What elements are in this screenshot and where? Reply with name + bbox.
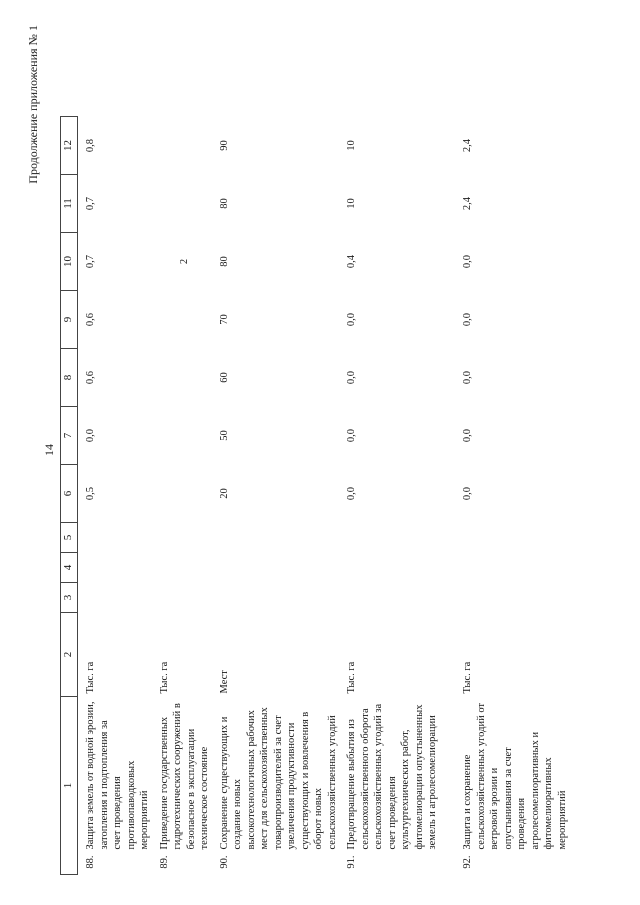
column-header: 11 [61, 175, 78, 233]
row-value: 50 [218, 430, 230, 441]
row-value [455, 553, 581, 583]
row-number: 92. [462, 855, 473, 869]
row-value [152, 553, 212, 583]
row-value: 0,5 [85, 486, 96, 501]
row-number: 90. [218, 855, 230, 869]
indicators-table [60, 59, 581, 876]
row-number: 91. [346, 855, 357, 869]
row-value [339, 553, 455, 583]
column-header: 1 [61, 697, 78, 875]
row-name: Защита и сохранение сельскохозяйственных угодий от ветровой эрозии и опустынивания за счет проведения агролесомелиоративных и фитомелиоративных мероприятий [462, 702, 568, 850]
row-value [152, 117, 212, 175]
row-value [152, 291, 212, 349]
row-value [455, 523, 581, 553]
row-value: 2,4 [462, 196, 473, 211]
row-value: 20 [218, 488, 230, 499]
row-value [152, 523, 212, 553]
column-header: 7 [61, 407, 78, 465]
column-header: 10 [61, 233, 78, 291]
row-value [339, 523, 455, 553]
row-value: 0,7 [85, 196, 96, 211]
column-header: 8 [61, 349, 78, 407]
row-value: 80 [218, 198, 230, 209]
row-extra-value: 2 [178, 258, 190, 265]
row-value: 0,4 [346, 254, 357, 269]
column-header: 5 [61, 523, 78, 553]
row-value: 10 [346, 198, 357, 209]
table-row [78, 59, 152, 875]
row-name: Защита земель от водной эрозии, затопления и подтопления за счет проведения противопаводковых мероприятий [85, 701, 150, 850]
row-value [339, 583, 455, 613]
row-value: 0,0 [462, 370, 473, 385]
row-value [152, 583, 212, 613]
row-name: Сохранение существующих и создание новых высокотехнологичных рабочих мест для сельскохозяйственных товаропроизводителей за счет увеличения продуктивности существующих и вовлечения в оборот новых сельскохозяйственных угодий [218, 707, 338, 850]
page-number: 14 [42, 444, 56, 456]
row-unit: Мест [218, 670, 230, 694]
row-value [212, 583, 340, 613]
table-row [152, 59, 212, 875]
row-value [152, 407, 212, 465]
row-name: Предотвращение выбытия из сельскохозяйственного оборота сельскохозяйственных угодий за счет проведения культуртехнических работ, фитомелиорации опустыненных земель и агролесомелиорации [346, 703, 438, 850]
row-value-col-10 [152, 233, 212, 291]
row-value [78, 523, 152, 553]
row-value: 10 [346, 140, 357, 151]
continuation-label: Продолжение приложения № 1 [26, 25, 40, 184]
row-value: 90 [218, 140, 230, 151]
row-value: 0,6 [85, 370, 96, 385]
row-value: 0,0 [85, 428, 96, 443]
row-value: 0,0 [462, 254, 473, 269]
row-value: 0,6 [85, 312, 96, 327]
row-value: 80 [218, 256, 230, 267]
row-value [78, 583, 152, 613]
row-value: 0,0 [462, 312, 473, 327]
row-value: 0,0 [346, 486, 357, 501]
row-unit: Тыс. га [158, 661, 170, 694]
column-header: 4 [61, 553, 78, 583]
column-number-row [61, 59, 78, 875]
row-value [455, 583, 581, 613]
row-value: 0,7 [85, 254, 96, 269]
table-row [339, 59, 455, 875]
row-number: 89. [158, 855, 170, 869]
table-row [455, 59, 581, 875]
column-header: 12 [61, 117, 78, 175]
column-header: 9 [61, 291, 78, 349]
row-value [152, 465, 212, 523]
row-unit: Тыс. га [346, 661, 357, 694]
row-value [152, 349, 212, 407]
table-row [212, 59, 340, 875]
row-value: 0,0 [346, 312, 357, 327]
row-value [152, 175, 212, 233]
row-value: 0,8 [85, 138, 96, 153]
row-value [78, 553, 152, 583]
column-header: 2 [61, 613, 78, 697]
row-value: 0,0 [346, 370, 357, 385]
row-value: 0,0 [346, 428, 357, 443]
row-value: 2,4 [462, 138, 473, 153]
column-header: 6 [61, 465, 78, 523]
row-value [212, 523, 340, 553]
column-header: 3 [61, 583, 78, 613]
row-value: 70 [218, 314, 230, 325]
row-number: 88. [85, 855, 96, 869]
row-unit: Тыс. га [85, 661, 96, 694]
row-value: 0,0 [462, 428, 473, 443]
row-value: 0,0 [462, 486, 473, 501]
row-value [212, 553, 340, 583]
row-value: 60 [218, 372, 230, 383]
row-name: Приведение государственных гидротехнических сооружений в безопасное в эксплуатации техническое состояние [158, 703, 210, 850]
row-unit: Тыс. га [462, 661, 473, 694]
